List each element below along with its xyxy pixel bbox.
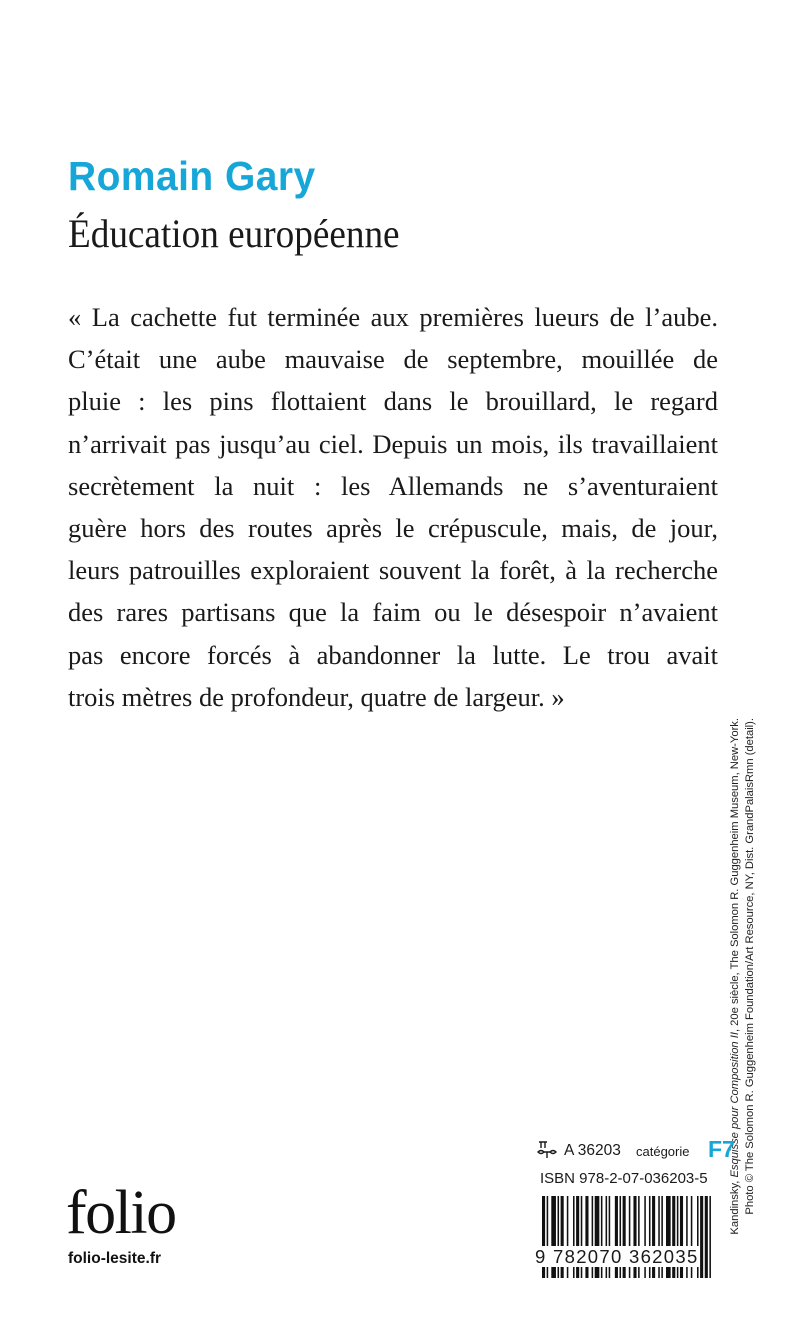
category-label: catégorie <box>636 1144 690 1159</box>
publisher-website: folio-lesite.fr <box>68 1250 162 1267</box>
blurb-line: C’était une aube mauvaise de septembre, mouillée de <box>68 344 718 375</box>
isbn: ISBN 978-2-07-036203-5 <box>540 1170 708 1187</box>
book-title: Éducation européenne <box>68 211 400 256</box>
credit-line-photo: Photo © The Solomon R. Guggenheim Foundation/Art Resource, NY, Dist. GrandPalaisRmn (detail). <box>744 718 756 1215</box>
catalog-row <box>536 1136 735 1166</box>
blurb-line: pluie : les pins flottaient dans le brouillard, le regard <box>68 386 718 417</box>
author-name: Romain Gary <box>68 153 316 199</box>
blurb-line: guère hors des routes après le crépuscule, mais, de jour, <box>68 513 718 544</box>
blurb-line: secrètement la nuit : les Allemands ne s’aventuraient <box>68 470 718 501</box>
blurb-line: leurs patrouilles exploraient souvent la forêt, à la recherche <box>68 555 718 586</box>
blurb-line: « La cachette fut terminée aux premières lueurs de l’aube. <box>68 302 718 332</box>
blurb-line: trois mètres de profondeur, quatre de largeur. » <box>68 681 565 712</box>
gallimard-mark-icon <box>536 1140 558 1160</box>
blurb-line: n’arrivait pas jusqu’au ciel. Depuis un mois, ils travaillaient <box>68 428 718 459</box>
credit-line-artwork: Kandinsky, Esquisse pour Composition II, 20e siècle, The Solomon R. Guggenheim Museum, New-York. <box>729 718 741 1235</box>
blurb-line: des rares partisans que la faim ou le désespoir n’avaient <box>68 597 718 628</box>
category-code: F7 <box>708 1136 735 1162</box>
folio-logo: folio <box>66 1179 176 1247</box>
catalog-code: A 36203 <box>564 1142 621 1159</box>
barcode-digits: 9 782070 362035 <box>535 1246 699 1267</box>
cover-image-credit <box>728 718 776 1268</box>
blurb-excerpt <box>68 296 718 718</box>
blurb-line: pas encore forcés à abandonner la lutte. Le trou avait <box>68 639 718 670</box>
